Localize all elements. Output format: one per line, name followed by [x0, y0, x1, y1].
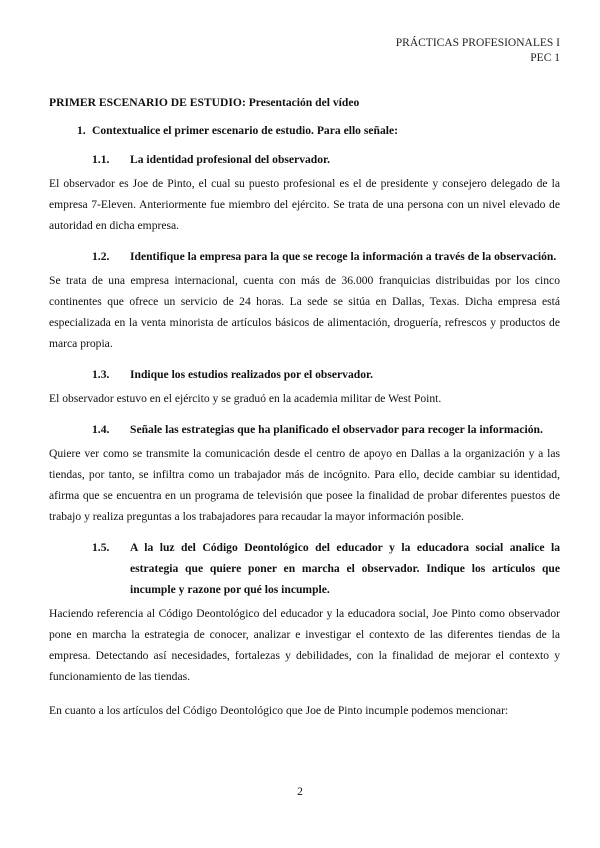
subsection-answer: El observador estuvo en el ejército y se graduó en la academia militar de West Point. — [49, 392, 442, 405]
header-course: PRÁCTICAS PROFESIONALES I — [395, 37, 560, 49]
subsection-answer: Quiere ver como se transmite la comunicación desde el centro de apoyo en Dallas a la organización y a las tiendas, por tanto, se infiltra como un trabajador más de incógnito. Para ello, decide cambiar su identidad, afirma que se encuentra en un programa de televisión que posee la finalidad de probar diferentes puestos de trabajo y realiza preguntas a los trabajadores para recaudar la mayor información posible. — [49, 447, 560, 523]
subsection-heading — [92, 364, 560, 385]
page-header — [396, 36, 560, 66]
subsection-title: Identifique la empresa para la que se recoge la información a través de la observación. — [130, 250, 557, 263]
subsection-title: Señale las estrategias que ha planificado el observador para recoger la información. — [130, 423, 543, 436]
closing-paragraph: En cuanto a los artículos del Código Deontológico que Joe de Pinto incumple podemos mencionar: — [49, 704, 509, 717]
question-1-number: 1. — [77, 124, 86, 137]
header-pec: PEC 1 — [530, 52, 560, 64]
subsection-number: 1.2. — [92, 250, 110, 263]
subsection-heading — [92, 149, 560, 170]
subsection-answer: Se trata de una empresa internacional, cuenta con más de 36.000 franquicias distribuidas por los cinco continentes que ofrece un servicio de 24 horas. La sede se sitúa en Dallas, Texas. Dicha empresa está especializada en la venta minorista de artículos básicos de alimentación, droguería, refrescos y productos de marca propia. — [49, 274, 560, 350]
page-number: 2 — [297, 786, 303, 798]
subsection-number: 1.4. — [92, 423, 110, 436]
question-1-text: Contextualice el primer escenario de estudio. Para ello señale: — [92, 124, 398, 137]
subsection-answer: Haciendo referencia al Código Deontológico del educador y la educadora social, Joe Pinto como observador pone en marcha la estrategia de conocer, analizar e investigar el contexto de las diferentes tiendas de la empresa. Detectando así necesidades, fortalezas y debilidades, con la finalidad de mejorar el contexto y funcionamiento de las tiendas. — [49, 607, 560, 683]
subsection-title: A la luz del Código Deontológico del educador y la educadora social analice la estrategia que quiere poner en marcha el observador. Indique los artículos que incumple y razone por qué los incumple. — [130, 541, 560, 596]
subsection-number: 1.1. — [92, 153, 110, 166]
subsection-number: 1.5. — [92, 541, 110, 554]
page-content — [49, 95, 560, 721]
subsection-heading — [92, 419, 560, 440]
subsection-title: Indique los estudios realizados por el observador. — [130, 368, 373, 381]
question-1 — [77, 123, 560, 138]
subsection-title: La identidad profesional del observador. — [130, 153, 331, 166]
subsection-answer: El observador es Joe de Pinto, el cual su puesto profesional es el de presidente y consejero delegado de la empresa 7-Eleven. Anteriormente fue miembro del ejército. Se trata de una persona con un nivel elevado de autoridad en dicha empresa. — [49, 177, 560, 232]
subsection-heading — [92, 537, 560, 600]
section-title: PRIMER ESCENARIO DE ESTUDIO: Presentación del vídeo — [49, 96, 360, 109]
subsection-number: 1.3. — [92, 368, 110, 381]
subsection-heading — [92, 246, 560, 267]
